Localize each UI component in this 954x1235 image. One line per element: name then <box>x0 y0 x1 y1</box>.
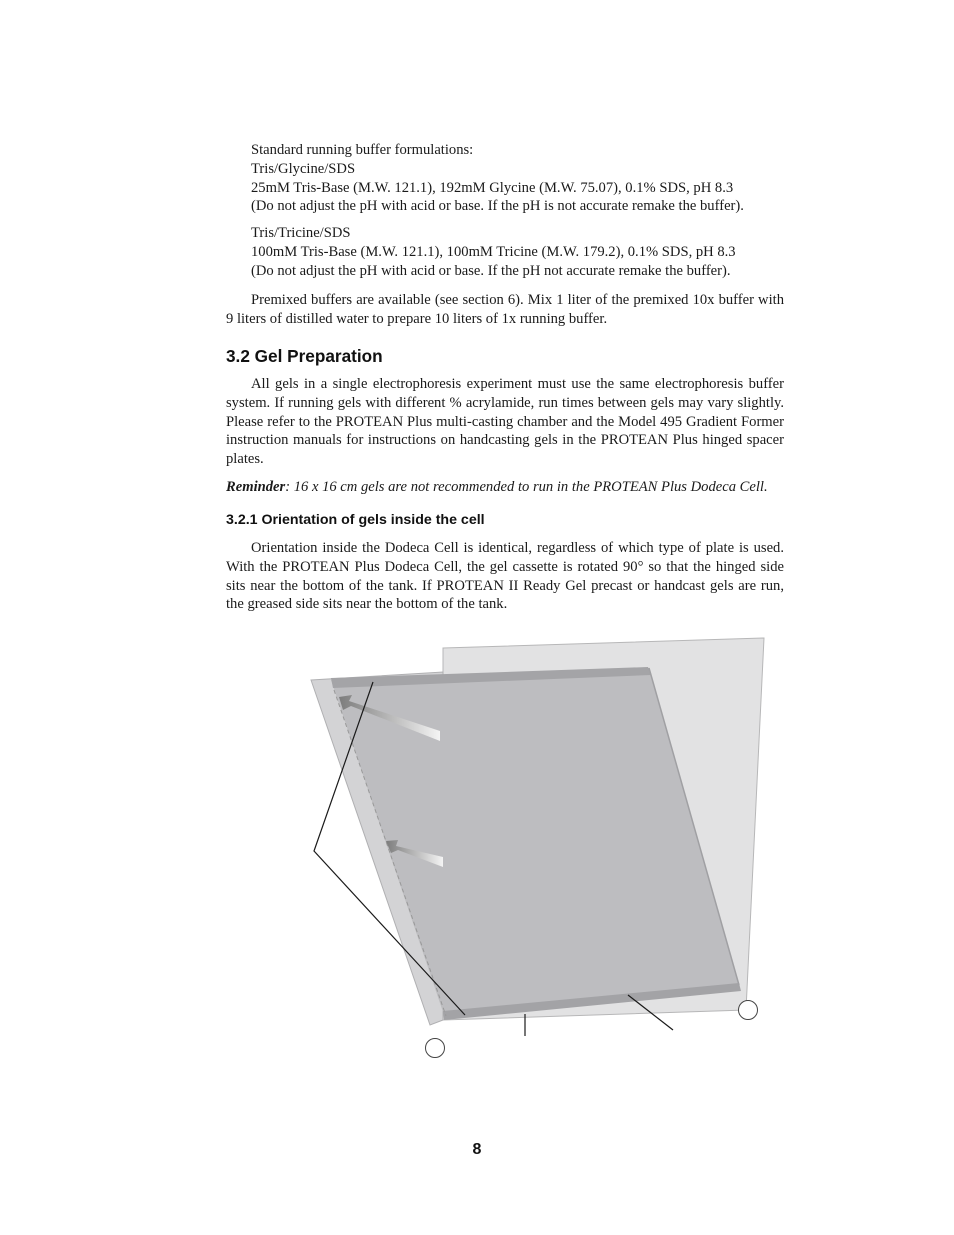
gel-cassette-illustration <box>300 630 780 1070</box>
reminder-note <box>226 478 784 497</box>
reminder-text: : 16 x 16 cm gels are not recommended to run in the PROTEAN Plus Dodeca Cell. <box>285 479 768 495</box>
premixed-buffer-paragraph: Premixed buffers are available (see section 6). Mix 1 liter of the premixed 10x buffer with 9 liters of distilled water to prepare 10 liters of 1x running buffer. <box>226 292 784 327</box>
gel-preparation-paragraph: All gels in a single electrophoresis experiment must use the same electrophoresis buffer system. If running gels with different % acrylamide, run times between gels may vary slightly. Please refer to the PROTEAN Plus multi-casting chamber and the Model 495 Gradient Former instruction manuals for instructions on handcasting gels in the PROTEAN Plus hinged spacer plates. <box>226 376 784 468</box>
glycine-buffer-name: Tris/Glycine/SDS <box>251 160 356 177</box>
subsection-heading-orientation: 3.2.1 Orientation of gels inside the cell <box>226 512 485 528</box>
glycine-buffer-note: (Do not adjust the pH with acid or base. If the pH is not accurate remake the buffer). <box>251 198 744 215</box>
section-heading-gel-preparation: 3.2 Gel Preparation <box>226 346 383 366</box>
buffers-intro: Standard running buffer formulations: <box>251 142 474 158</box>
reminder-label: Reminder <box>226 479 286 495</box>
page-number: 8 <box>472 1141 482 1158</box>
callout-circle-right <box>739 1001 758 1020</box>
buffer-formulations <box>226 141 784 281</box>
glycine-buffer-formula: 25mM Tris-Base (M.W. 121.1), 192mM Glycine (M.W. 75.07), 0.1% SDS, pH 8.3 <box>251 179 734 196</box>
tricine-buffer-formula: 100mM Tris-Base (M.W. 121.1), 100mM Tricine (M.W. 179.2), 0.1% SDS, pH 8.3 <box>251 243 736 260</box>
callout-circle-left <box>426 1039 445 1058</box>
tricine-buffer-note: (Do not adjust the pH with acid or base. If the pH not accurate remake the buffer). <box>251 262 731 279</box>
orientation-paragraph: Orientation inside the Dodeca Cell is identical, regardless of which type of plate is used. With the PROTEAN Plus Dodeca Cell, the gel cassette is rotated 90° so that the hinged side sits near the bottom of the tank. If PROTEAN II Ready Gel precast or handcast gels are run, the greased side sits near the bottom of the tank. <box>226 540 784 613</box>
tricine-buffer-name: Tris/Tricine/SDS <box>251 225 351 242</box>
